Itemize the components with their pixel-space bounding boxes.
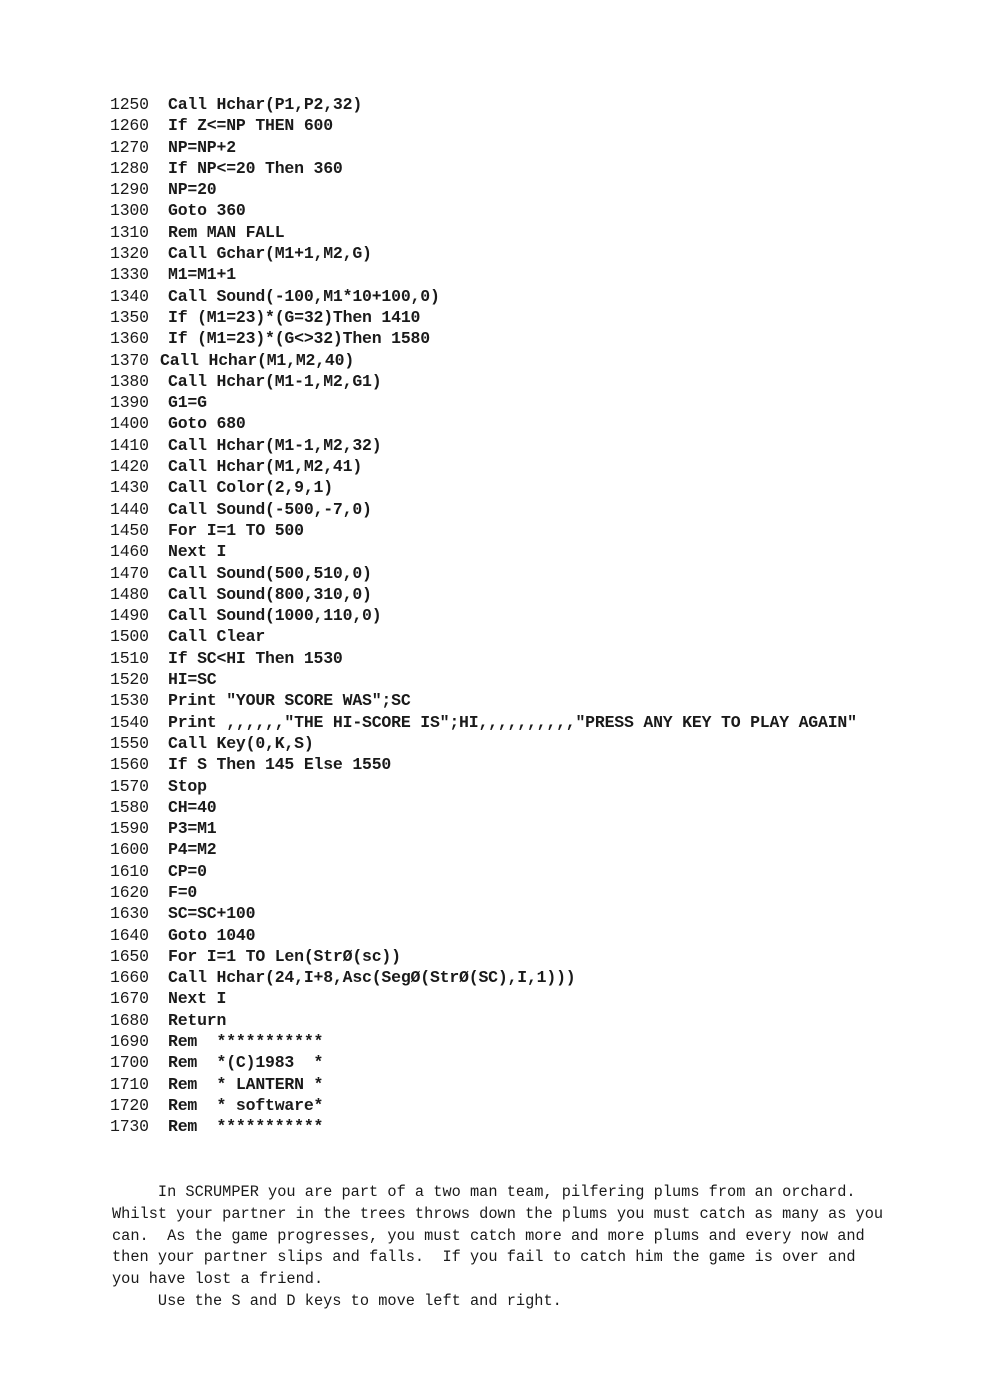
- code-line: [110, 988, 970, 1009]
- line-number: 1340: [110, 286, 149, 306]
- code-statement: G1=G: [168, 393, 207, 413]
- code-statement: Print ,,,,,,"THE HI-SCORE IS";HI,,,,,,,,,,"PRESS ANY KEY TO PLAY AGAIN": [168, 712, 857, 732]
- code-line: [110, 264, 970, 285]
- line-number: 1560: [110, 755, 149, 775]
- code-line: [110, 882, 970, 903]
- code-line: [110, 286, 970, 307]
- line-number: 1270: [110, 137, 149, 157]
- line-number: 1540: [110, 712, 149, 732]
- code-statement: Call Sound(-100,M1*10+100,0): [168, 286, 440, 306]
- line-number: 1470: [110, 563, 149, 583]
- code-line: [110, 648, 970, 669]
- line-number: 1530: [110, 691, 149, 711]
- line-number: 1650: [110, 946, 149, 966]
- line-number: 1700: [110, 1053, 149, 1073]
- code-statement: Return: [168, 1010, 227, 1030]
- code-line: [110, 243, 970, 264]
- line-number: 1390: [110, 393, 149, 413]
- code-statement: Call Hchar(M1,M2,41): [168, 457, 363, 477]
- line-number: 1640: [110, 925, 149, 945]
- description-line: then your partner slips and falls. If you fail to catch him the game is over and: [112, 1248, 856, 1267]
- description-line: In SCRUMPER you are part of a two man team, pilfering plums from an orchard.: [112, 1183, 856, 1201]
- code-line: [110, 1010, 970, 1031]
- code-statement: If (M1=23)*(G<>32)Then 1580: [168, 329, 430, 349]
- code-line: [110, 115, 970, 136]
- description-line: Whilst your partner in the trees throws down the plums you must catch as many as you: [112, 1204, 884, 1223]
- line-number: 1580: [110, 797, 149, 817]
- game-description: [112, 1182, 952, 1313]
- line-number: 1480: [110, 584, 149, 604]
- code-statement: SC=SC+100: [168, 904, 256, 924]
- code-line: [110, 754, 970, 775]
- code-line: [110, 626, 970, 647]
- description-line: can. As the game progresses, you must catch more and more plums and every now and: [112, 1226, 865, 1245]
- code-line: [110, 584, 970, 605]
- line-number: 1310: [110, 222, 149, 242]
- line-number: 1460: [110, 542, 149, 562]
- line-number: 1290: [110, 180, 149, 200]
- line-number: 1600: [110, 840, 149, 860]
- code-statement: Rem * LANTERN *: [168, 1074, 324, 1094]
- code-statement: Stop: [168, 776, 207, 796]
- code-statement: Call Hchar(M1,M2,40): [160, 350, 355, 370]
- line-number: 1680: [110, 1010, 149, 1030]
- code-line: [110, 1052, 970, 1073]
- line-number: 1500: [110, 627, 149, 647]
- code-statement: For I=1 TO Len(StrØ(sc)): [168, 946, 401, 966]
- code-statement: If Z<=NP THEN 600: [168, 116, 333, 136]
- line-number: 1380: [110, 371, 149, 391]
- line-number: 1350: [110, 307, 149, 327]
- code-line: [110, 328, 970, 349]
- code-statement: CP=0: [168, 861, 207, 881]
- line-number: 1420: [110, 457, 149, 477]
- code-statement: If SC<HI Then 1530: [168, 648, 343, 668]
- code-statement: Goto 680: [168, 414, 246, 434]
- line-number: 1360: [110, 329, 149, 349]
- code-line: [110, 520, 970, 541]
- code-line: [110, 861, 970, 882]
- code-line: [110, 158, 970, 179]
- code-statement: If NP<=20 Then 360: [168, 158, 343, 178]
- code-statement: NP=20: [168, 180, 217, 200]
- code-line: [110, 371, 970, 392]
- code-statement: Rem *(C)1983 *: [168, 1053, 324, 1073]
- code-statement: M1=M1+1: [168, 265, 236, 285]
- code-statement: If S Then 145 Else 1550: [168, 755, 392, 775]
- code-line: [110, 1095, 970, 1116]
- line-number: 1510: [110, 648, 149, 668]
- line-number: 1370: [110, 350, 149, 370]
- code-line: [110, 200, 970, 221]
- code-line: [110, 1116, 970, 1137]
- code-statement: Call Key(0,K,S): [168, 733, 314, 753]
- line-number: 1520: [110, 670, 149, 690]
- code-line: [110, 222, 970, 243]
- code-line: [110, 776, 970, 797]
- line-number: 1570: [110, 776, 149, 796]
- code-line: [110, 690, 970, 711]
- code-statement: Next I: [168, 542, 227, 562]
- code-line: [110, 797, 970, 818]
- code-statement: If (M1=23)*(G=32)Then 1410: [168, 307, 421, 327]
- code-statement: Call Hchar(P1,P2,32): [168, 95, 363, 114]
- code-statement: Call Gchar(M1+1,M2,G): [168, 244, 372, 264]
- line-number: 1620: [110, 882, 149, 902]
- code-line: [110, 179, 970, 200]
- line-number: 1410: [110, 435, 149, 455]
- code-statement: Call Hchar(M1-1,M2,32): [168, 435, 382, 455]
- line-number: 1610: [110, 861, 149, 881]
- code-statement: P4=M2: [168, 840, 217, 860]
- code-line: [110, 946, 970, 967]
- code-statement: Rem ***********: [168, 1032, 324, 1052]
- code-statement: Rem MAN FALL: [168, 222, 285, 242]
- line-number: 1400: [110, 414, 149, 434]
- code-line: [110, 435, 970, 456]
- line-number: 1550: [110, 733, 149, 753]
- code-statement: Print "YOUR SCORE WAS";SC: [168, 691, 411, 711]
- code-statement: F=0: [168, 882, 198, 902]
- code-line: [110, 1031, 970, 1052]
- code-statement: P3=M1: [168, 819, 217, 839]
- line-number: 1690: [110, 1032, 149, 1052]
- code-statement: For I=1 TO 500: [168, 520, 304, 540]
- code-statement: Call Hchar(24,I+8,Asc(SegØ(StrØ(SC),I,1))): [168, 968, 576, 988]
- line-number: 1320: [110, 244, 149, 264]
- line-number: 1260: [110, 116, 149, 136]
- line-number: 1490: [110, 606, 149, 626]
- code-line: [110, 669, 970, 690]
- code-statement: CH=40: [168, 797, 217, 817]
- code-line: [110, 456, 970, 477]
- code-line: [110, 839, 970, 860]
- program-listing: [110, 94, 970, 1138]
- code-statement: Call Sound(-500,-7,0): [168, 499, 372, 519]
- code-line: [110, 413, 970, 434]
- code-statement: Call Sound(800,310,0): [168, 584, 372, 604]
- code-line: [110, 605, 970, 626]
- line-number: 1330: [110, 265, 149, 285]
- code-line: [110, 307, 970, 328]
- code-line: [110, 137, 970, 158]
- code-line: [110, 477, 970, 498]
- line-number: 1280: [110, 158, 149, 178]
- code-line: [110, 1074, 970, 1095]
- code-statement: Call Clear: [168, 627, 266, 647]
- description-line: you have lost a friend.: [112, 1270, 324, 1289]
- line-number: 1720: [110, 1095, 149, 1115]
- code-line: [110, 541, 970, 562]
- code-statement: Call Sound(500,510,0): [168, 563, 372, 583]
- code-statement: Rem * software*: [168, 1095, 324, 1115]
- code-line: [110, 392, 970, 413]
- code-line: [110, 563, 970, 584]
- code-statement: Goto 1040: [168, 925, 256, 945]
- line-number: 1630: [110, 904, 149, 924]
- code-statement: Call Color(2,9,1): [168, 478, 333, 498]
- code-statement: HI=SC: [168, 670, 217, 690]
- line-number: 1660: [110, 968, 149, 988]
- code-line: [110, 818, 970, 839]
- line-number: 1710: [110, 1074, 149, 1094]
- code-statement: Next I: [168, 989, 227, 1009]
- line-number: 1440: [110, 499, 149, 519]
- line-number: 1300: [110, 201, 149, 221]
- line-number: 1250: [110, 95, 149, 114]
- line-number: 1730: [110, 1117, 149, 1137]
- code-line: [110, 925, 970, 946]
- code-line: [110, 499, 970, 520]
- line-number: 1590: [110, 819, 149, 839]
- code-statement: Goto 360: [168, 201, 246, 221]
- code-statement: Call Hchar(M1-1,M2,G1): [168, 371, 382, 391]
- code-line: [110, 350, 970, 371]
- code-statement: Rem ***********: [168, 1117, 324, 1137]
- code-line: [110, 967, 970, 988]
- line-number: 1430: [110, 478, 149, 498]
- code-line: [110, 903, 970, 924]
- code-line: [110, 94, 970, 115]
- code-line: [110, 712, 970, 733]
- line-number: 1670: [110, 989, 149, 1009]
- code-line: [110, 733, 970, 754]
- code-statement: Call Sound(1000,110,0): [168, 606, 382, 626]
- line-number: 1450: [110, 520, 149, 540]
- code-statement: NP=NP+2: [168, 137, 236, 157]
- controls-instructions: Use the S and D keys to move left and right.: [112, 1291, 562, 1310]
